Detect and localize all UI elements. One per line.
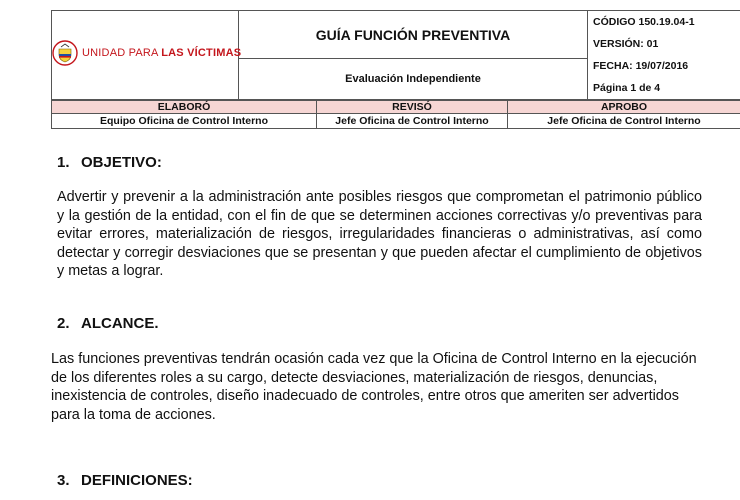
signature-role-elaboro: ELABORÓ (52, 101, 317, 114)
document-code: CÓDIGO 150.19.04-1 (593, 16, 695, 28)
logo-text-thin: UNIDAD PARA (82, 46, 158, 59)
section-heading-definiciones (57, 472, 193, 489)
document-subtitle: Evaluación Independiente (239, 59, 588, 100)
signature-role-aprobo: APROBO (508, 101, 740, 114)
signature-person-aprobo: Jefe Oficina de Control Interno (508, 114, 740, 129)
alcance-paragraph: Las funciones preventivas tendrán ocasión cada vez que la Oficina de Control Interno en la ejecución de los diferentes roles a su cargo, detecte desviaciones, materialización de riesgos, denuncias, inexistencia de controles, diseño inadecuado de controles, entre otros que ameriten ser advertidos para la toma de acciones. (51, 351, 697, 423)
section-title: DEFINICIONES: (81, 472, 193, 489)
section-number: 1. (57, 154, 70, 171)
signature-table (51, 100, 740, 129)
document-header (51, 10, 740, 100)
logo-text (82, 47, 241, 59)
signature-role-reviso: REVISÓ (317, 101, 508, 114)
section-heading-alcance (57, 315, 159, 332)
document-version: VERSIÓN: 01 (593, 38, 659, 50)
objetivo-paragraph: Advertir y prevenir a la administración ante posibles riesgos que comprometan el patrimonio público y la gestión de la entidad, con el fin de que se determinen acciones correctivas y/o preventivas para evitar errores, materialización de riesgos, irregularidades financieras o administrativas, así como detectar y corregir desviaciones que se presentan y que pueden afectar el cumplimiento de objetivos y metas a lograr. (57, 189, 702, 279)
signature-person-reviso: Jefe Oficina de Control Interno (317, 114, 508, 129)
document-title: GUÍA FUNCIÓN PREVENTIVA (239, 11, 588, 59)
logo-text-bold: LAS VÍCTIMAS (161, 46, 242, 59)
colombia-crest-icon (52, 40, 78, 66)
document-meta (588, 11, 740, 100)
section-title: OBJETIVO: (81, 154, 162, 171)
document-page: Página 1 de 4 (593, 82, 661, 94)
document-date: FECHA: 19/07/2016 (593, 60, 689, 72)
unidad-victimas-logo (52, 40, 241, 66)
section-title: ALCANCE. (81, 315, 159, 332)
signature-person-elaboro: Equipo Oficina de Control Interno (52, 114, 317, 129)
section-heading-objetivo (57, 154, 162, 171)
section-number: 2. (57, 315, 70, 332)
logo-cell (52, 11, 242, 100)
section-number: 3. (57, 472, 70, 489)
